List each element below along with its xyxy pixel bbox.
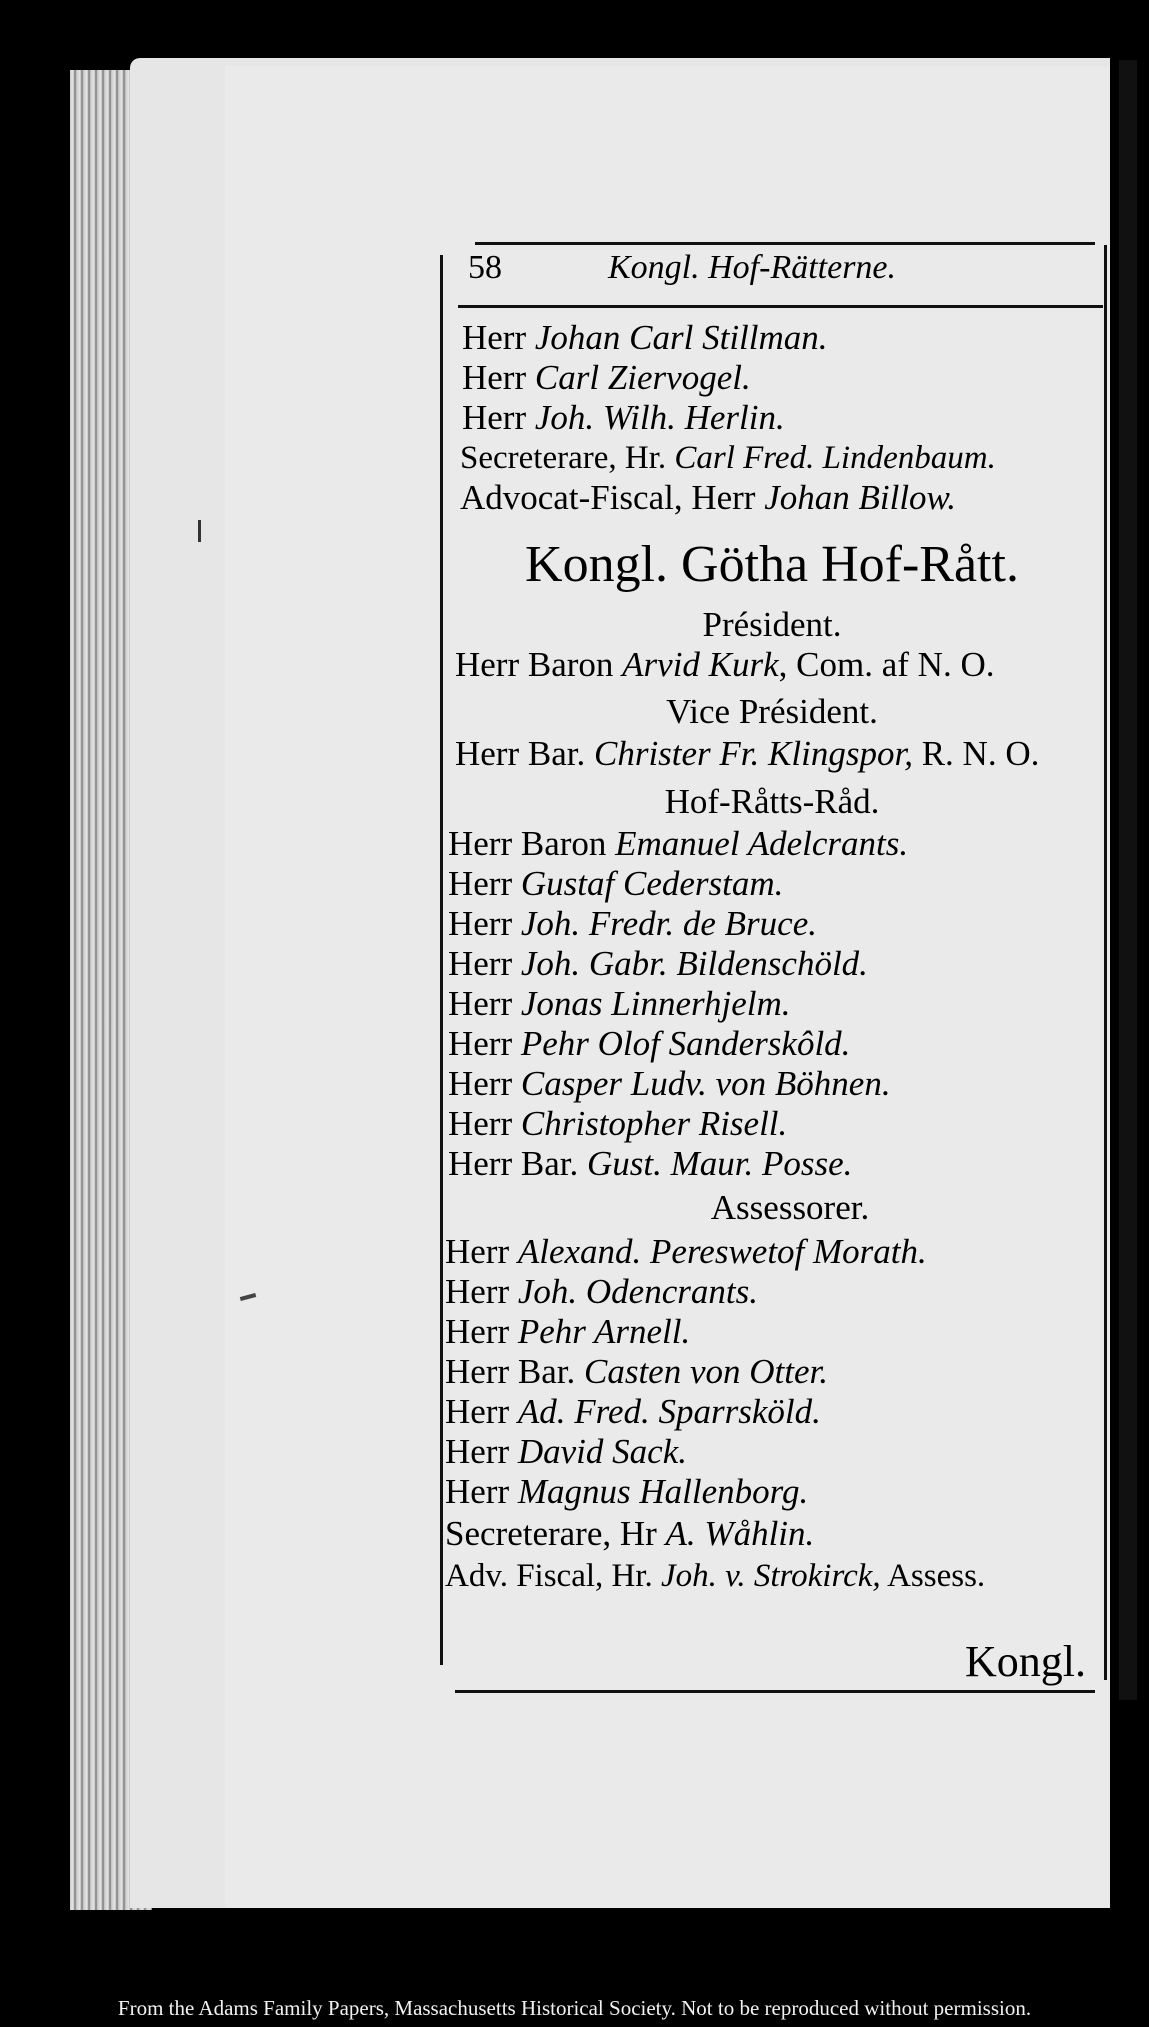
section-heading-vice-president: Vice Président.: [666, 692, 878, 731]
list-item: Herr Johan Carl Stillman.: [462, 318, 828, 357]
list-item: Herr Bar. Christer Fr. Klingspor, R. N. O.: [455, 734, 1040, 773]
section-heading-assessors: Assessorer.: [710, 1188, 870, 1227]
page-number: 58: [468, 249, 502, 286]
list-item: Herr Baron Emanuel Adelcrants.: [448, 824, 909, 863]
page-header: [460, 245, 1100, 301]
list-item: Secreterare, Hr. Carl Fred. Lindenbaum.: [460, 440, 996, 476]
list-item: Herr Magnus Hallenborg.: [445, 1472, 809, 1511]
list-item: Herr Joh. Odencrants.: [445, 1272, 758, 1311]
frame-rule-left: [440, 255, 443, 1665]
section-heading-president: Président.: [702, 605, 842, 644]
list-item: Herr Joh. Gabr. Bildenschöld.: [448, 944, 868, 983]
list-item: Secreterare, Hr A. Wåhlin.: [445, 1514, 815, 1553]
list-item: Herr Casper Ludv. von Böhnen.: [448, 1064, 891, 1103]
paper-mark: [198, 520, 201, 542]
list-item: Herr Bar. Gust. Maur. Posse.: [448, 1144, 853, 1183]
list-item: Herr Pehr Arnell.: [445, 1312, 691, 1351]
list-item: Herr Gustaf Cederstam.: [448, 864, 784, 903]
list-item: Herr Ad. Fred. Sparrsköld.: [445, 1392, 821, 1431]
list-item: Herr Alexand. Pereswetof Morath.: [445, 1232, 927, 1271]
list-item: Herr Carl Ziervogel.: [462, 358, 751, 397]
list-item: Herr Joh. Wilh. Herlin.: [462, 398, 785, 437]
list-item: Herr Pehr Olof Sanderskôld.: [448, 1024, 851, 1063]
list-item: Herr Christopher Risell.: [448, 1104, 788, 1143]
list-item: Adv. Fiscal, Hr. Joh. v. Strokirck, Assess.: [445, 1558, 986, 1594]
list-item: Herr Bar. Casten von Otter.: [445, 1352, 828, 1391]
frame-rule-header: [458, 305, 1103, 308]
list-item: Advocat-Fiscal, Herr Johan Billow.: [460, 478, 957, 517]
copyright-footer: From the Adams Family Papers, Massachusetts Historical Society. Not to be reproduced without permission.: [117, 1996, 1032, 2020]
catchword: Kongl.: [965, 1637, 1086, 1686]
frame-rule-bottom: [455, 1690, 1095, 1693]
running-head: Kongl. Hof-Rätterne.: [608, 249, 897, 286]
list-item: Herr Jonas Linnerhjelm.: [448, 984, 791, 1023]
list-item: Herr Joh. Fredr. de Bruce.: [448, 904, 817, 943]
list-item: Herr David Sack.: [445, 1432, 687, 1471]
list-item: Herr Baron Arvid Kurk, Com. af N. O.: [455, 645, 995, 684]
frame-rule-right: [1104, 245, 1107, 1680]
section-title: Kongl. Götha Hof-Rått.: [525, 536, 1019, 593]
binding-shadow: [1119, 60, 1137, 1700]
section-heading-councillors: Hof-Råtts-Råd.: [664, 782, 880, 821]
